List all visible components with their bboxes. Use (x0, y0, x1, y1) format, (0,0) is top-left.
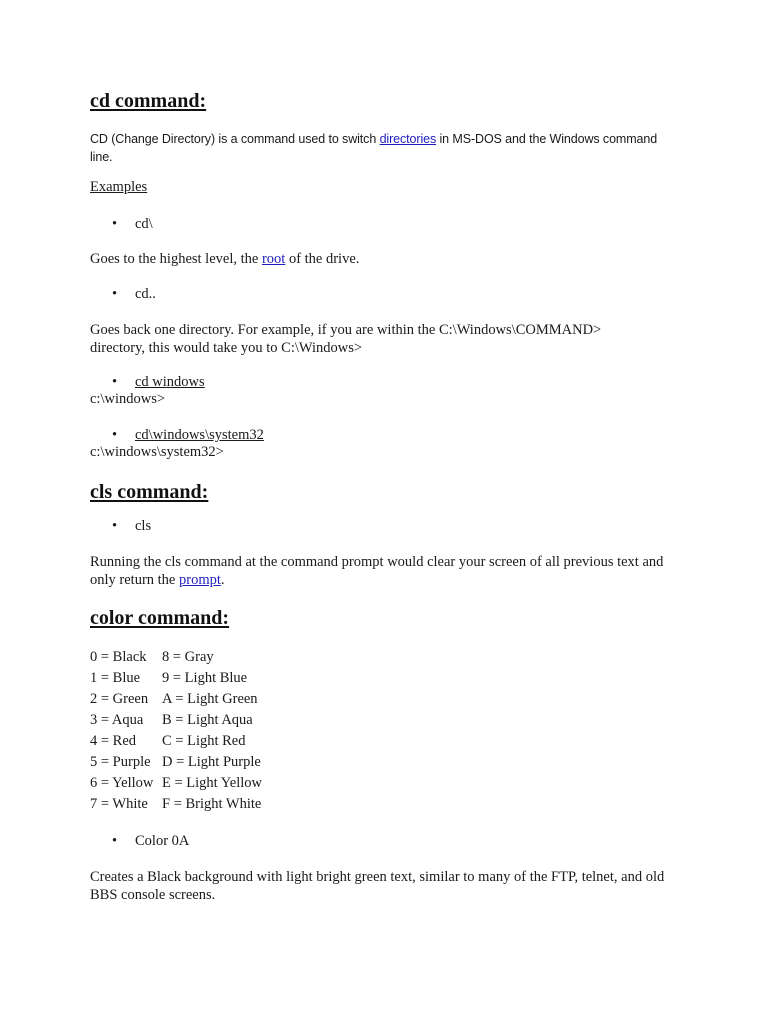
color-left: 7 = White (90, 796, 148, 812)
command-text: cls (135, 518, 152, 534)
cd-up-desc: Goes back one directory. For example, if you are within the C:\Windows\COMMAND> directory, this would take you to C:\Windows> (90, 322, 602, 356)
prompt-link[interactable]: prompt (179, 572, 221, 588)
list-item-color-0a (90, 833, 189, 850)
desc-text-end: of the drive. (285, 251, 360, 267)
color-left: 0 = Black (90, 649, 147, 665)
color-row (90, 712, 253, 729)
desc-text: Goes to the highest level, the (90, 251, 262, 267)
color-left: 2 = Green (90, 691, 149, 707)
cd-root-desc (90, 251, 359, 268)
list-item-cd-up (90, 286, 156, 303)
color-right: F = Bright White (162, 796, 262, 812)
examples-label: Examples (90, 179, 148, 195)
color-table (90, 649, 390, 819)
cd-windows-result: c:\windows> (90, 391, 166, 407)
color-left: 3 = Aqua (90, 712, 144, 728)
command-text: cd\ (135, 216, 153, 232)
cd-intro (90, 130, 680, 166)
desc-text: Running the cls command at the command prompt would clear your screen of all previous text and only return the (90, 554, 664, 588)
color-heading: color command: (90, 607, 230, 629)
bullet-icon: • (112, 427, 118, 443)
bullet-icon: • (112, 833, 118, 849)
bullet-icon: • (112, 286, 118, 302)
cd-intro-text: CD (Change Directory) is a command used to switch (90, 132, 380, 146)
list-item-cd-windows (90, 374, 205, 391)
command-text: cd windows (135, 374, 205, 390)
color-right: 9 = Light Blue (162, 670, 248, 686)
color-left: 6 = Yellow (90, 775, 154, 791)
bullet-icon: • (112, 374, 118, 390)
root-link[interactable]: root (261, 251, 286, 267)
color-right: C = Light Red (162, 733, 246, 749)
cls-heading: cls command: (90, 481, 209, 503)
command-text: cd.. (135, 286, 156, 302)
command-text: Color 0A (135, 833, 190, 849)
cd-system32-result: c:\windows\system32> (90, 444, 224, 460)
color-row (90, 649, 214, 666)
color-left: 5 = Purple (90, 754, 151, 770)
bullet-icon: • (112, 216, 118, 232)
cd-intro-text-end: in MS-DOS and the Windows command line. (90, 132, 658, 164)
cd-heading: cd command: (90, 90, 207, 112)
color-right: 8 = Gray (162, 649, 214, 665)
color-row (90, 796, 262, 813)
color-example-desc: Creates a Black background with light bright green text, similar to many of the FTP, telnet, and old BBS console screens. (90, 869, 665, 903)
color-row (90, 670, 248, 687)
list-item-cd-system32 (90, 427, 264, 444)
color-right: D = Light Purple (162, 754, 261, 770)
directories-link[interactable]: directories (379, 132, 437, 146)
command-text: cd\windows\system32 (135, 427, 264, 443)
color-row (90, 754, 261, 771)
bullet-icon: • (112, 518, 118, 534)
cls-desc (90, 553, 675, 589)
color-right: A = Light Green (162, 691, 258, 707)
color-right: E = Light Yellow (162, 775, 263, 791)
color-row (90, 733, 246, 750)
color-right: B = Light Aqua (162, 712, 253, 728)
color-left: 1 = Blue (90, 670, 141, 686)
color-row (90, 691, 258, 708)
list-item-cls (90, 518, 151, 535)
desc-text-end: . (220, 572, 225, 588)
color-row (90, 775, 263, 792)
list-item-cd-root (90, 216, 153, 233)
color-left: 4 = Red (90, 733, 137, 749)
